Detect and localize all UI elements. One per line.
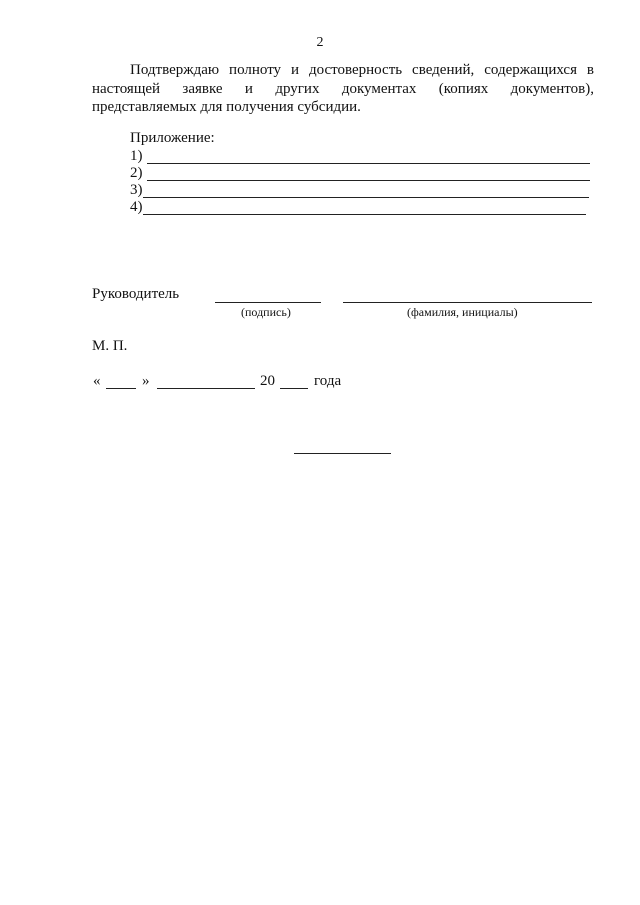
confirmation-line-2: настоящей заявке и других документах (копиях документов), [92, 80, 594, 97]
seal-mark: М. П. [92, 338, 128, 354]
appendix-item-4-line[interactable] [143, 214, 586, 215]
closing-separator [294, 453, 391, 454]
date-month-line[interactable] [157, 388, 255, 389]
appendix-item-2-line[interactable] [147, 180, 590, 181]
signatory-role: Руководитель [92, 286, 180, 302]
confirmation-line-1: Подтверждаю полноту и достоверность сведений, содержащихся в [130, 62, 594, 78]
date-close-quote: » [142, 373, 150, 389]
appendix-item-1-number: 1) [130, 148, 143, 164]
signature-line[interactable] [215, 302, 321, 303]
appendix-item-4-number: 4) [130, 199, 143, 215]
date-year-line[interactable] [280, 388, 308, 389]
signature-caption: (подпись) [241, 305, 291, 319]
page-number: 2 [316, 35, 324, 50]
appendix-item-3-number: 3) [130, 182, 143, 198]
name-caption: (фамилия, инициалы) [407, 305, 518, 319]
appendix-item-3-line[interactable] [143, 197, 589, 198]
confirmation-line-3: представляемых для получения субсидии. [92, 99, 361, 115]
appendix-item-2-number: 2) [130, 165, 143, 181]
date-day-line[interactable] [106, 388, 136, 389]
name-line[interactable] [343, 302, 592, 303]
date-year-prefix: 20 [260, 373, 275, 389]
confirmation-paragraph [92, 61, 594, 117]
date-open-quote: « [93, 373, 101, 389]
date-year-suffix: года [314, 373, 342, 389]
appendix-item-1-line[interactable] [147, 163, 590, 164]
appendix-title: Приложение: [130, 130, 215, 146]
